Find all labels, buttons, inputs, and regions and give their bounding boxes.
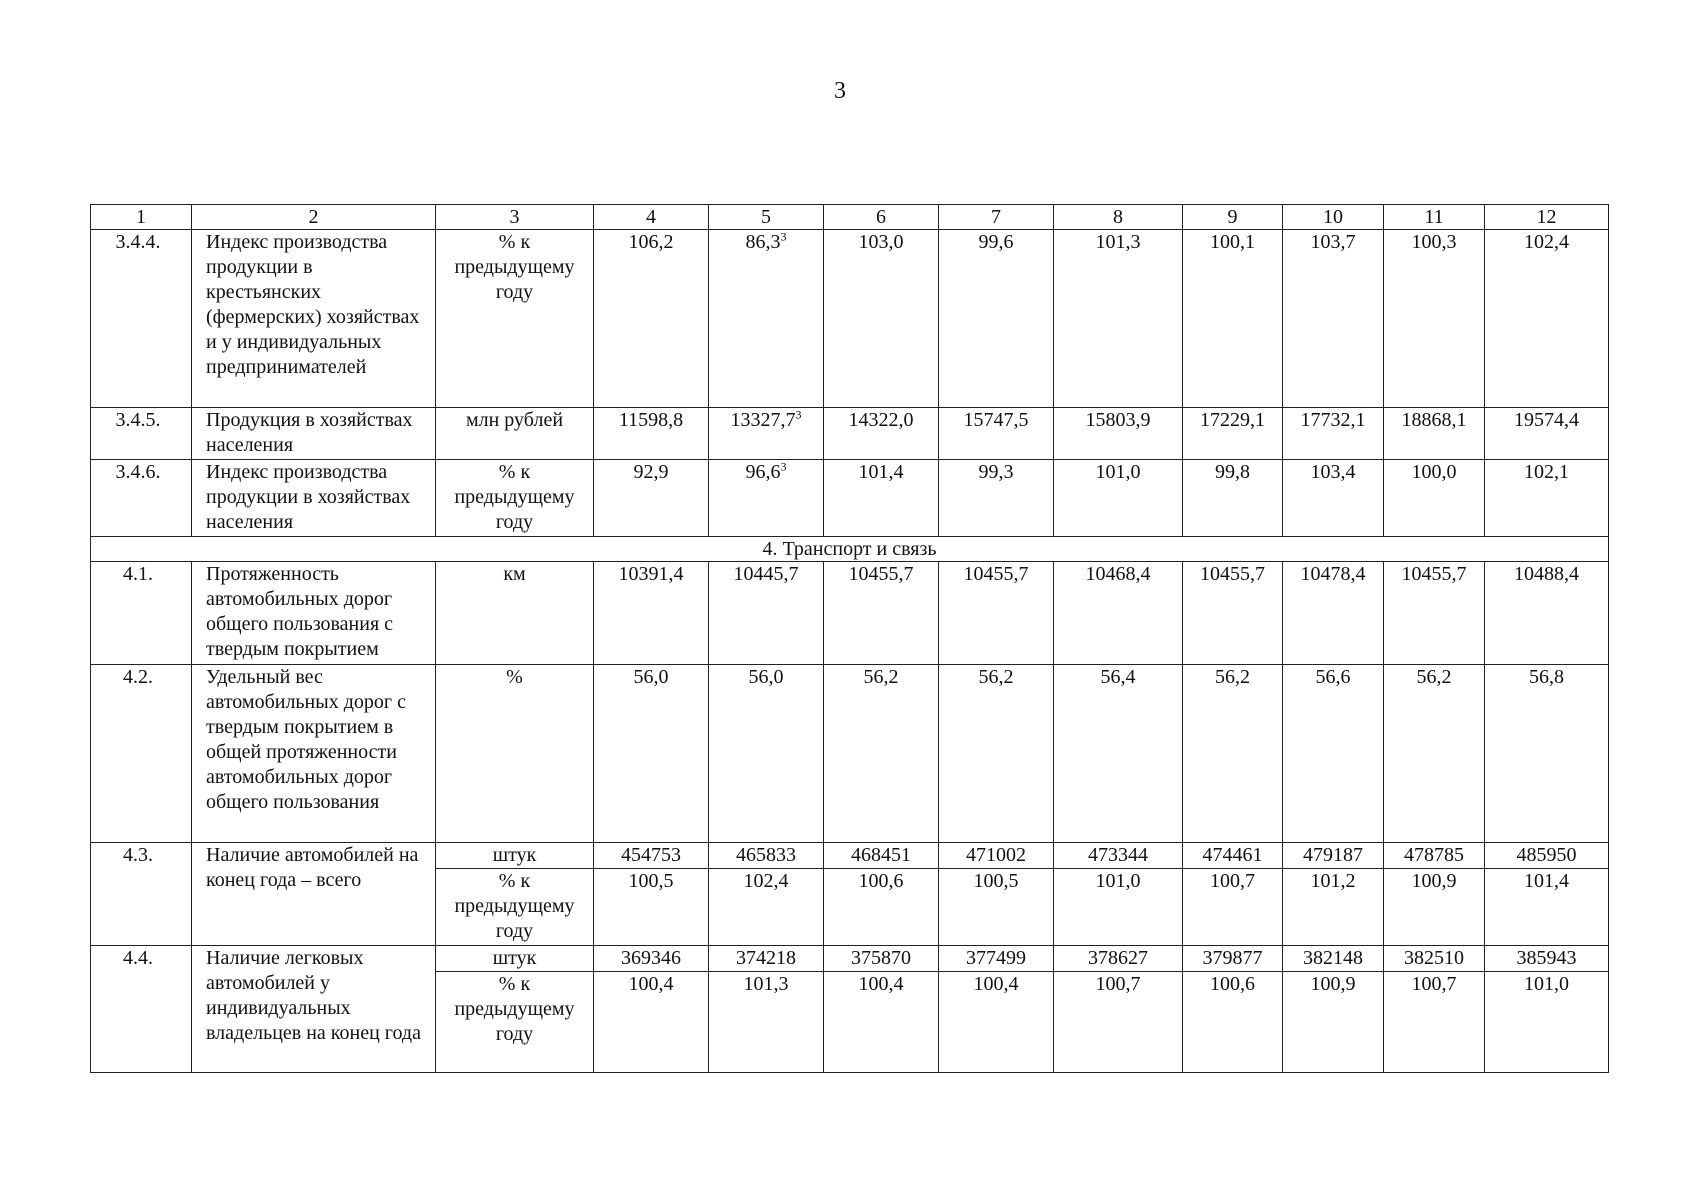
- value-cell: 101,4: [824, 460, 939, 537]
- table-row: [91, 665, 1609, 843]
- value-cell: 378627: [1054, 946, 1183, 972]
- value-cell: [709, 230, 824, 408]
- value-cell: 485950: [1485, 843, 1609, 869]
- row-indicator-name: Удельный вес автомобильных дорог с твердым покрытием в общей протяженности автомобильных дорог общего пользования: [192, 665, 436, 843]
- header-cell: 3: [436, 205, 594, 230]
- value-cell: 103,4: [1283, 460, 1384, 537]
- value-cell: 100,4: [594, 972, 709, 1073]
- table-row: [91, 843, 1609, 869]
- row-unit: %: [436, 665, 594, 843]
- value-cell: 56,2: [1384, 665, 1485, 843]
- value-cell: 99,8: [1183, 460, 1283, 537]
- value-cell: 100,6: [1183, 972, 1283, 1073]
- table-row: [91, 408, 1609, 460]
- footnote-mark: 3: [795, 407, 802, 422]
- row-code: 3.4.5.: [91, 408, 192, 460]
- table-row: [91, 946, 1609, 972]
- row-indicator-name: Индекс производства продукции в крестьянских (фермерских) хозяйствах и у индивидуальных предпринимателей: [192, 230, 436, 408]
- value-cell: 382148: [1283, 946, 1384, 972]
- header-cell: 6: [824, 205, 939, 230]
- value-cell: 56,2: [824, 665, 939, 843]
- value-cell: 101,0: [1054, 460, 1183, 537]
- header-cell: 5: [709, 205, 824, 230]
- value-cell: 100,9: [1384, 869, 1485, 946]
- value-cell: 99,3: [939, 460, 1054, 537]
- value-cell: 374218: [709, 946, 824, 972]
- value-cell: 101,3: [1054, 230, 1183, 408]
- value-cell: 377499: [939, 946, 1054, 972]
- value-cell: 454753: [594, 843, 709, 869]
- value-cell: 56,8: [1485, 665, 1609, 843]
- value-cell: 17229,1: [1183, 408, 1283, 460]
- value-cell: 471002: [939, 843, 1054, 869]
- row-indicator-name: Индекс производства продукции в хозяйствах населения: [192, 460, 436, 537]
- value-text: 13327,7: [730, 409, 796, 431]
- row-unit: штук: [436, 946, 594, 972]
- row-unit: % к предыдущему году: [436, 972, 594, 1073]
- value-cell: 56,2: [1183, 665, 1283, 843]
- row-code: 4.4.: [91, 946, 192, 1073]
- row-unit: % к предыдущему году: [436, 460, 594, 537]
- value-text: 86,3: [745, 231, 781, 253]
- row-indicator-name: Наличие легковых автомобилей у индивидуальных владельцев на конец года: [192, 946, 436, 1073]
- value-cell: 101,0: [1054, 869, 1183, 946]
- value-cell: 369346: [594, 946, 709, 972]
- value-cell: 56,0: [709, 665, 824, 843]
- row-indicator-name: Наличие автомобилей на конец года – всего: [192, 843, 436, 946]
- header-cell: 2: [192, 205, 436, 230]
- value-cell: 103,7: [1283, 230, 1384, 408]
- value-cell: 101,3: [709, 972, 824, 1073]
- value-cell: 17732,1: [1283, 408, 1384, 460]
- header-cell: 8: [1054, 205, 1183, 230]
- value-cell: 100,0: [1384, 460, 1485, 537]
- table-row: [91, 562, 1609, 665]
- row-code: 4.2.: [91, 665, 192, 843]
- value-cell: 473344: [1054, 843, 1183, 869]
- value-cell: 468451: [824, 843, 939, 869]
- page-number: 3: [834, 78, 846, 104]
- value-cell: 375870: [824, 946, 939, 972]
- footnote-mark: 3: [780, 459, 787, 474]
- value-cell: 100,5: [939, 869, 1054, 946]
- value-cell: 102,4: [709, 869, 824, 946]
- value-cell: 100,4: [824, 972, 939, 1073]
- value-cell: 101,0: [1485, 972, 1609, 1073]
- row-unit: км: [436, 562, 594, 665]
- section-title: 4. Транспорт и связь: [91, 537, 1609, 562]
- value-cell: 10455,7: [824, 562, 939, 665]
- row-unit: млн рублей: [436, 408, 594, 460]
- header-cell: 4: [594, 205, 709, 230]
- value-text: 96,6: [745, 461, 781, 483]
- row-code: 4.1.: [91, 562, 192, 665]
- value-cell: 100,7: [1054, 972, 1183, 1073]
- row-unit: % к предыдущему году: [436, 869, 594, 946]
- value-cell: 56,6: [1283, 665, 1384, 843]
- header-cell: 10: [1283, 205, 1384, 230]
- value-cell: 479187: [1283, 843, 1384, 869]
- value-cell: [709, 408, 824, 460]
- value-cell: 18868,1: [1384, 408, 1485, 460]
- value-cell: 100,7: [1384, 972, 1485, 1073]
- row-unit: % к предыдущему году: [436, 230, 594, 408]
- value-cell: 379877: [1183, 946, 1283, 972]
- table-row: [91, 230, 1609, 408]
- value-cell: 465833: [709, 843, 824, 869]
- value-cell: 56,2: [939, 665, 1054, 843]
- value-cell: 10455,7: [1183, 562, 1283, 665]
- value-cell: 102,1: [1485, 460, 1609, 537]
- value-cell: 56,4: [1054, 665, 1183, 843]
- value-cell: 92,9: [594, 460, 709, 537]
- value-cell: 14322,0: [824, 408, 939, 460]
- row-code: 3.4.4.: [91, 230, 192, 408]
- value-cell: 100,5: [594, 869, 709, 946]
- header-cell: 12: [1485, 205, 1609, 230]
- value-cell: [709, 460, 824, 537]
- value-cell: 102,4: [1485, 230, 1609, 408]
- value-cell: 101,4: [1485, 869, 1609, 946]
- footnote-mark: 3: [780, 229, 787, 244]
- row-indicator-name: Продукция в хозяйствах населения: [192, 408, 436, 460]
- statistics-table: [90, 204, 1609, 1073]
- header-row: [91, 205, 1609, 230]
- value-cell: 100,3: [1384, 230, 1485, 408]
- value-cell: 101,2: [1283, 869, 1384, 946]
- value-cell: 10455,7: [1384, 562, 1485, 665]
- value-cell: 474461: [1183, 843, 1283, 869]
- section-row: [91, 537, 1609, 562]
- value-cell: 10391,4: [594, 562, 709, 665]
- value-cell: 19574,4: [1485, 408, 1609, 460]
- row-indicator-name: Протяженность автомобильных дорог общего пользования с твердым покрытием: [192, 562, 436, 665]
- value-cell: 100,4: [939, 972, 1054, 1073]
- value-cell: 10455,7: [939, 562, 1054, 665]
- row-unit: штук: [436, 843, 594, 869]
- header-cell: 1: [91, 205, 192, 230]
- value-cell: 100,1: [1183, 230, 1283, 408]
- value-cell: 10478,4: [1283, 562, 1384, 665]
- value-cell: 385943: [1485, 946, 1609, 972]
- header-cell: 7: [939, 205, 1054, 230]
- row-code: 3.4.6.: [91, 460, 192, 537]
- value-cell: 56,0: [594, 665, 709, 843]
- value-cell: 100,9: [1283, 972, 1384, 1073]
- value-cell: 382510: [1384, 946, 1485, 972]
- value-cell: 100,6: [824, 869, 939, 946]
- value-cell: 15803,9: [1054, 408, 1183, 460]
- value-cell: 11598,8: [594, 408, 709, 460]
- value-cell: 15747,5: [939, 408, 1054, 460]
- value-cell: 10468,4: [1054, 562, 1183, 665]
- value-cell: 10445,7: [709, 562, 824, 665]
- header-cell: 9: [1183, 205, 1283, 230]
- value-cell: 10488,4: [1485, 562, 1609, 665]
- value-cell: 103,0: [824, 230, 939, 408]
- row-code: 4.3.: [91, 843, 192, 946]
- value-cell: 106,2: [594, 230, 709, 408]
- value-cell: 478785: [1384, 843, 1485, 869]
- value-cell: 100,7: [1183, 869, 1283, 946]
- value-cell: 99,6: [939, 230, 1054, 408]
- header-cell: 11: [1384, 205, 1485, 230]
- table-row: [91, 460, 1609, 537]
